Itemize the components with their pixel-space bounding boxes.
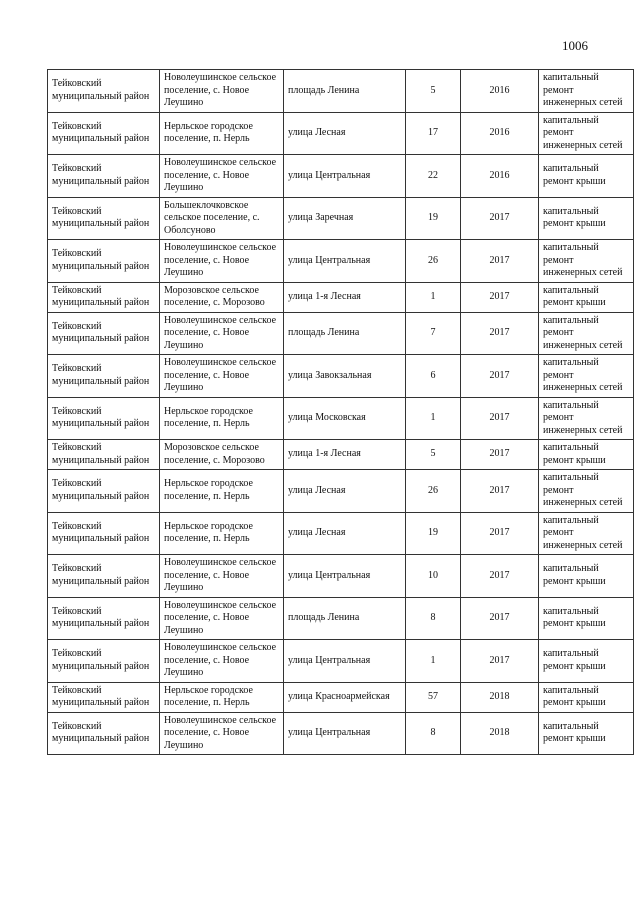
year-cell: 2017: [461, 240, 539, 283]
table-row: [48, 282, 634, 312]
table-row: [48, 470, 634, 513]
district-cell: Тейковский муниципальный район: [48, 597, 160, 640]
year-cell: 2018: [461, 682, 539, 712]
house-number-cell: 22: [406, 155, 461, 198]
settlement-cell: Новолеушинское сельское поселение, с. Новое Леушино: [160, 640, 284, 683]
settlement-cell: Новолеушинское сельское поселение, с. Новое Леушино: [160, 70, 284, 113]
house-number-cell: 19: [406, 512, 461, 555]
table-row: [48, 197, 634, 240]
table-body: [48, 70, 634, 755]
year-cell: 2017: [461, 597, 539, 640]
street-cell: улица 1-я Лесная: [284, 440, 406, 470]
district-cell: Тейковский муниципальный район: [48, 355, 160, 398]
work-type-cell: капитальный ремонт инженерных сетей: [539, 70, 634, 113]
district-cell: Тейковский муниципальный район: [48, 712, 160, 755]
work-type-cell: капитальный ремонт инженерных сетей: [539, 470, 634, 513]
settlement-cell: Нерльское городское поселение, п. Нерль: [160, 512, 284, 555]
year-cell: 2017: [461, 555, 539, 598]
street-cell: улица Завокзальная: [284, 355, 406, 398]
year-cell: 2017: [461, 282, 539, 312]
district-cell: Тейковский муниципальный район: [48, 555, 160, 598]
district-cell: Тейковский муниципальный район: [48, 70, 160, 113]
settlement-cell: Новолеушинское сельское поселение, с. Новое Леушино: [160, 355, 284, 398]
street-cell: улица Центральная: [284, 155, 406, 198]
settlement-cell: Новолеушинское сельское поселение, с. Новое Леушино: [160, 555, 284, 598]
housing-repair-table: [47, 69, 634, 755]
house-number-cell: 1: [406, 282, 461, 312]
house-number-cell: 5: [406, 440, 461, 470]
work-type-cell: капитальный ремонт инженерных сетей: [539, 112, 634, 155]
district-cell: Тейковский муниципальный район: [48, 155, 160, 198]
work-type-cell: капитальный ремонт крыши: [539, 555, 634, 598]
table-row: [48, 240, 634, 283]
house-number-cell: 5: [406, 70, 461, 113]
work-type-cell: капитальный ремонт крыши: [539, 440, 634, 470]
table-row: [48, 112, 634, 155]
house-number-cell: 19: [406, 197, 461, 240]
street-cell: улица Центральная: [284, 640, 406, 683]
district-cell: Тейковский муниципальный район: [48, 640, 160, 683]
year-cell: 2016: [461, 155, 539, 198]
settlement-cell: Нерльское городское поселение, п. Нерль: [160, 470, 284, 513]
street-cell: улица Центральная: [284, 712, 406, 755]
settlement-cell: Морозовское сельское поселение, с. Морозово: [160, 282, 284, 312]
table-row: [48, 155, 634, 198]
district-cell: Тейковский муниципальный район: [48, 512, 160, 555]
year-cell: 2017: [461, 470, 539, 513]
settlement-cell: Новолеушинское сельское поселение, с. Новое Леушино: [160, 312, 284, 355]
table-row: [48, 355, 634, 398]
work-type-cell: капитальный ремонт инженерных сетей: [539, 240, 634, 283]
page-number: 1006: [562, 38, 588, 53]
settlement-cell: Новолеушинское сельское поселение, с. Новое Леушино: [160, 597, 284, 640]
street-cell: улица Заречная: [284, 197, 406, 240]
house-number-cell: 1: [406, 397, 461, 440]
house-number-cell: 6: [406, 355, 461, 398]
settlement-cell: Морозовское сельское поселение, с. Морозово: [160, 440, 284, 470]
settlement-cell: Нерльское городское поселение, п. Нерль: [160, 682, 284, 712]
street-cell: площадь Ленина: [284, 597, 406, 640]
year-cell: 2017: [461, 440, 539, 470]
district-cell: Тейковский муниципальный район: [48, 440, 160, 470]
house-number-cell: 8: [406, 597, 461, 640]
house-number-cell: 10: [406, 555, 461, 598]
street-cell: улица Лесная: [284, 512, 406, 555]
work-type-cell: капитальный ремонт крыши: [539, 640, 634, 683]
street-cell: улица Центральная: [284, 555, 406, 598]
settlement-cell: Нерльское городское поселение, п. Нерль: [160, 397, 284, 440]
street-cell: улица Московская: [284, 397, 406, 440]
house-number-cell: 7: [406, 312, 461, 355]
table-row: [48, 597, 634, 640]
street-cell: площадь Ленина: [284, 70, 406, 113]
house-number-cell: 57: [406, 682, 461, 712]
year-cell: 2018: [461, 712, 539, 755]
work-type-cell: капитальный ремонт инженерных сетей: [539, 397, 634, 440]
street-cell: площадь Ленина: [284, 312, 406, 355]
street-cell: улица Лесная: [284, 112, 406, 155]
district-cell: Тейковский муниципальный район: [48, 197, 160, 240]
year-cell: 2017: [461, 197, 539, 240]
district-cell: Тейковский муниципальный район: [48, 470, 160, 513]
work-type-cell: капитальный ремонт крыши: [539, 682, 634, 712]
year-cell: 2017: [461, 640, 539, 683]
district-cell: Тейковский муниципальный район: [48, 682, 160, 712]
house-number-cell: 26: [406, 470, 461, 513]
settlement-cell: Нерльское городское поселение, п. Нерль: [160, 112, 284, 155]
house-number-cell: 26: [406, 240, 461, 283]
street-cell: улица Центральная: [284, 240, 406, 283]
work-type-cell: капитальный ремонт крыши: [539, 282, 634, 312]
table-row: [48, 555, 634, 598]
work-type-cell: капитальный ремонт крыши: [539, 197, 634, 240]
work-type-cell: капитальный ремонт крыши: [539, 597, 634, 640]
year-cell: 2017: [461, 355, 539, 398]
settlement-cell: Большеклочковское сельское поселение, с. Оболсуново: [160, 197, 284, 240]
settlement-cell: Новолеушинское сельское поселение, с. Новое Леушино: [160, 155, 284, 198]
year-cell: 2016: [461, 70, 539, 113]
house-number-cell: 1: [406, 640, 461, 683]
district-cell: Тейковский муниципальный район: [48, 312, 160, 355]
settlement-cell: Новолеушинское сельское поселение, с. Новое Леушино: [160, 240, 284, 283]
table-row: [48, 640, 634, 683]
table-row: [48, 682, 634, 712]
district-cell: Тейковский муниципальный район: [48, 282, 160, 312]
street-cell: улица Красноармейская: [284, 682, 406, 712]
street-cell: улица 1-я Лесная: [284, 282, 406, 312]
district-cell: Тейковский муниципальный район: [48, 112, 160, 155]
work-type-cell: капитальный ремонт крыши: [539, 155, 634, 198]
work-type-cell: капитальный ремонт инженерных сетей: [539, 312, 634, 355]
street-cell: улица Лесная: [284, 470, 406, 513]
settlement-cell: Новолеушинское сельское поселение, с. Новое Леушино: [160, 712, 284, 755]
table-row: [48, 397, 634, 440]
table-row: [48, 312, 634, 355]
work-type-cell: капитальный ремонт инженерных сетей: [539, 512, 634, 555]
year-cell: 2017: [461, 312, 539, 355]
work-type-cell: капитальный ремонт инженерных сетей: [539, 355, 634, 398]
table-row: [48, 712, 634, 755]
year-cell: 2017: [461, 512, 539, 555]
table-row: [48, 512, 634, 555]
year-cell: 2017: [461, 397, 539, 440]
house-number-cell: 8: [406, 712, 461, 755]
year-cell: 2016: [461, 112, 539, 155]
table-row: [48, 440, 634, 470]
house-number-cell: 17: [406, 112, 461, 155]
table-row: [48, 70, 634, 113]
district-cell: Тейковский муниципальный район: [48, 240, 160, 283]
district-cell: Тейковский муниципальный район: [48, 397, 160, 440]
work-type-cell: капитальный ремонт крыши: [539, 712, 634, 755]
